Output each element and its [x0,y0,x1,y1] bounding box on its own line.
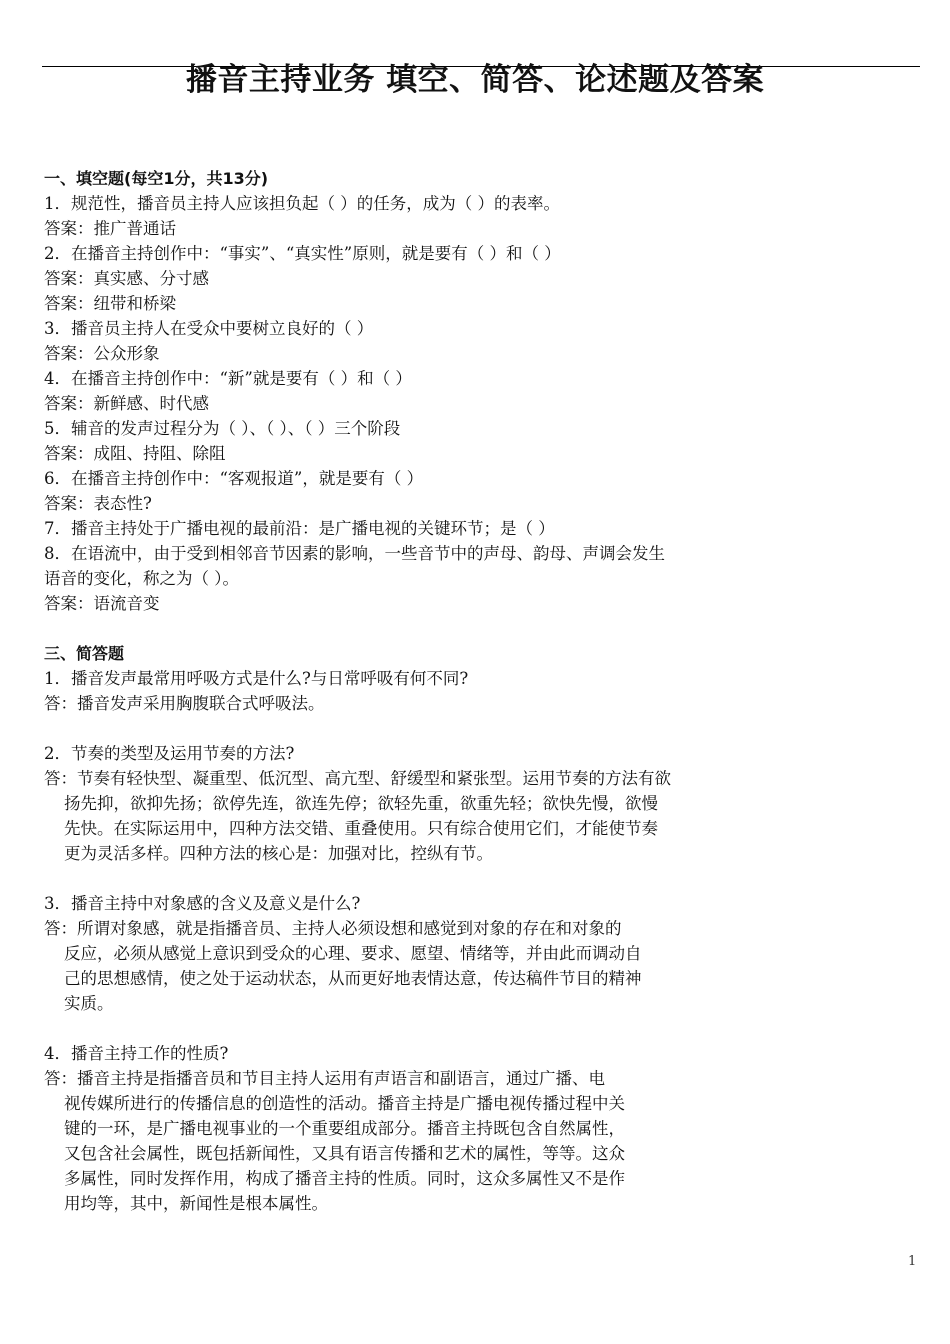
fill-in-line: 7．播音主持处于广播电视的最前沿：是广播电视的关键环节；是（ ） [44,519,555,538]
fill-in-line: 1．规范性，播音员主持人应该担负起（ ）的任务，成为（ ）的表率。 [44,194,560,213]
answer-text: 己的思想感情，使之处于运动状态，从而更好地表情达意，传达稿件节目的精神 [64,969,642,988]
document-title: 播音主持业务 填空、简答、论述题及答案 [185,62,765,98]
question-text: 4．播音主持工作的性质? [44,1044,229,1063]
fill-in-line: 答案：成阻、持阻、除阻 [44,444,226,463]
answer-text: 多属性，同时发挥作用，构成了播音主持的性质。同时，这众多属性又不是作 [64,1169,625,1188]
fill-in-line: 语音的变化，称之为（ ）。 [44,569,239,588]
fill-in-line: 5．辅音的发声过程分为（ ）、（ ）、（ ）三个阶段 [44,419,401,438]
section-heading-fill-in: 一、填空题(每空1分，共13分) [44,169,269,188]
page-number: 1 [908,1254,917,1269]
answer-text: 先快。在实际运用中，四种方法交错、重叠使用。只有综合使用它们，才能使节奏 [64,819,658,838]
fill-in-line: 3．播音员主持人在受众中要树立良好的（ ） [44,319,374,338]
answer-text: 答：播音主持是指播音员和节目主持人运用有声语言和副语言，通过广播、电 [44,1069,605,1088]
answer-text: 实质。 [64,994,114,1013]
answer-text: 用均等，其中，新闻性是根本属性。 [64,1194,328,1213]
fill-in-line: 答案：推广普通话 [44,219,176,238]
fill-in-line: 8．在语流中，由于受到相邻音节因素的影响，一些音节中的声母、韵母、声调会发生 [44,544,665,563]
fill-in-line: 答案：语流音变 [44,594,160,613]
answer-text: 更为灵活多样。四种方法的核心是：加强对比，控纵有节。 [64,844,493,863]
answer-text: 反应，必须从感觉上意识到受众的心理、要求、愿望、情绪等，并由此而调动自 [64,944,642,963]
answer-text: 答：节奏有轻快型、凝重型、低沉型、高亢型、舒缓型和紧张型。运用节奏的方法有欲 [44,769,671,788]
answer-text: 又包含社会属性，既包括新闻性，又具有语言传播和艺术的属性，等等。这众 [64,1144,625,1163]
fill-in-line: 6．在播音主持创作中：“客观报道”，就是要有（ ） [44,469,424,488]
fill-in-line: 答案：新鲜感、时代感 [44,394,209,413]
fill-in-line: 答案：纽带和桥梁 [44,294,176,313]
fill-in-line: 答案：公众形象 [44,344,160,363]
question-text: 2．节奏的类型及运用节奏的方法? [44,744,295,763]
question-text: 3．播音主持中对象感的含义及意义是什么? [44,894,361,913]
fill-in-line: 答案：真实感、分寸感 [44,269,209,288]
answer-text: 答：所谓对象感，就是指播音员、主持人必须设想和感觉到对象的存在和对象的 [44,919,622,938]
fill-in-line: 答案：表态性? [44,494,152,513]
answer-text: 答：播音发声采用胸腹联合式呼吸法。 [44,694,325,713]
answer-text: 视传媒所进行的传播信息的创造性的活动。播音主持是广播电视传播过程中关 [64,1094,625,1113]
fill-in-line: 2．在播音主持创作中：“事实”、“真实性”原则，就是要有（ ）和（ ） [44,244,561,263]
question-text: 1．播音发声最常用呼吸方式是什么?与日常呼吸有何不同? [44,669,469,688]
section-heading-short-answer: 三、简答题 [44,644,125,663]
fill-in-line: 4．在播音主持创作中：“新”就是要有（ ）和（ ） [44,369,412,388]
document-body [44,166,904,1216]
answer-text: 扬先抑，欲抑先扬；欲停先连，欲连先停；欲轻先重，欲重先轻；欲快先慢，欲慢 [64,794,658,813]
answer-text: 键的一环，是广播电视事业的一个重要组成部分。播音主持既包含自然属性， [64,1119,625,1138]
